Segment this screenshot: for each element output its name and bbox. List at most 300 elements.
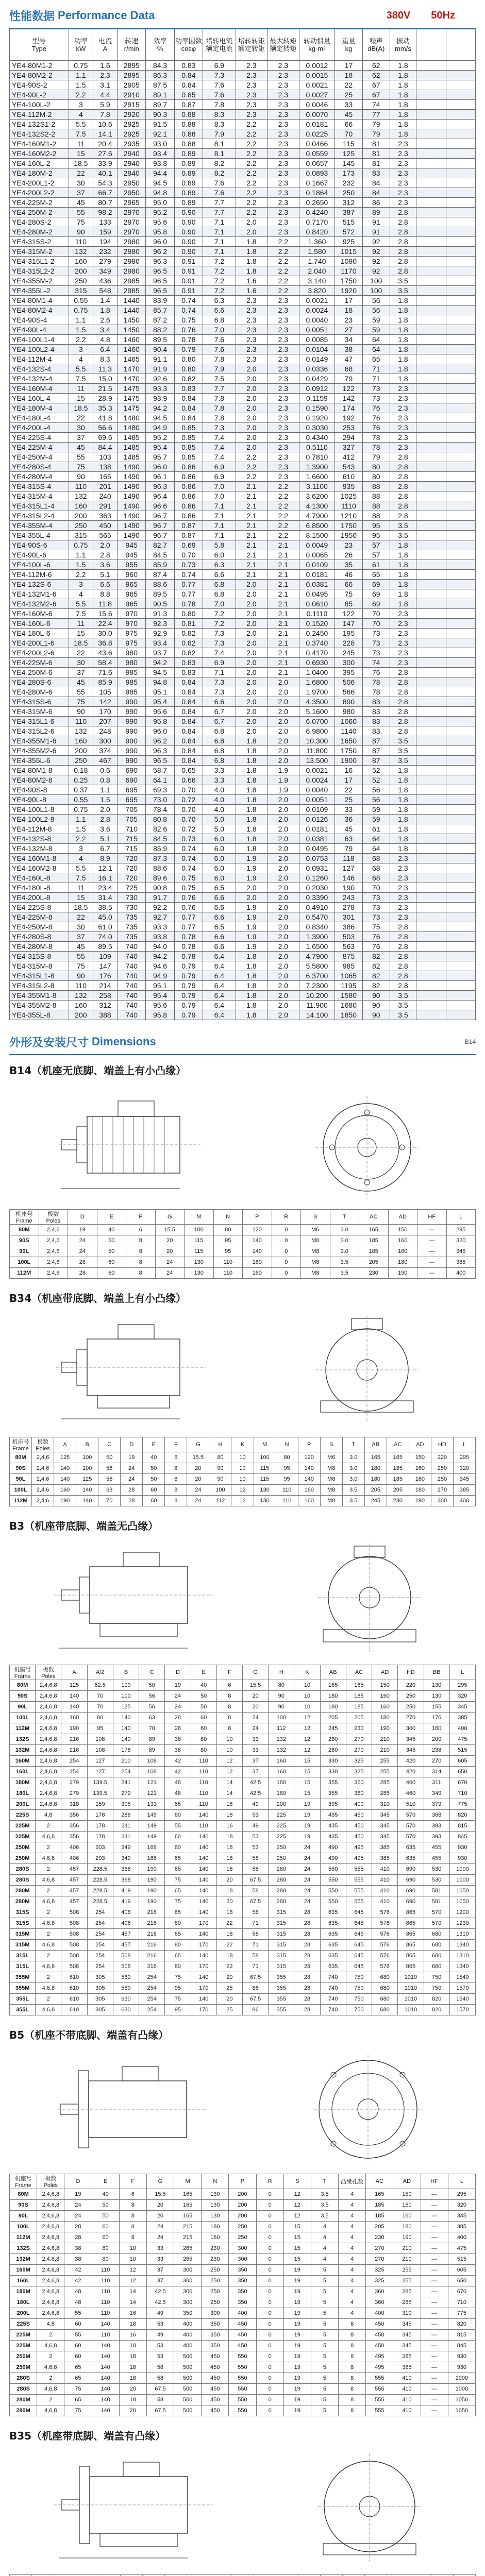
performance-cell: 0.0495: [299, 844, 335, 854]
b5-dimension-header-cell: E: [92, 2174, 119, 2189]
b3-dimension-cell: 67.5: [242, 1972, 268, 1983]
b5-dimension-cell: 8: [339, 2384, 366, 2395]
performance-cell: YE4-355M2-8: [10, 1001, 69, 1010]
performance-row: [10, 403, 476, 413]
performance-cell: 2.0: [236, 893, 267, 903]
performance-cell: 2.3: [390, 433, 416, 443]
b5-dimension-cell: 5: [311, 2286, 338, 2297]
b5-dimension-row: [10, 2265, 476, 2276]
b14-dimension-cell: 24: [155, 1268, 185, 1279]
performance-cell: YE4-225S-4: [10, 433, 69, 443]
performance-cell: 1.8: [390, 90, 416, 100]
b5-dimension-cell: 0: [256, 2276, 283, 2286]
performance-cell: 0.75: [69, 540, 93, 550]
performance-cell: 7.7: [203, 198, 236, 208]
b3-dimension-cell: 80: [165, 1961, 191, 1972]
performance-cell: 565: [93, 531, 117, 540]
b3-dimension-cell: 140: [191, 1951, 216, 1961]
performance-cell: YE4-132S1-2: [10, 120, 69, 129]
performance-cell: [416, 697, 446, 707]
b3-dimension-cell: 225: [269, 1810, 294, 1821]
b3-dimension-cell: 80: [165, 1918, 191, 1929]
performance-cell: 71.6: [93, 668, 117, 677]
performance-cell: 4: [69, 854, 93, 863]
performance-cell: 64: [362, 345, 390, 354]
b3-dimension-cell: 1000: [449, 1864, 475, 1875]
b3-dimension-cell: 635: [398, 1842, 424, 1853]
performance-cell: YE4-315L1-8: [10, 971, 69, 981]
b5-dimension-cell: 4: [339, 2308, 366, 2319]
performance-row: [10, 80, 476, 90]
b14-dimension-cell: 8: [126, 1235, 156, 1246]
b5-dimension-cell: 400: [229, 2308, 256, 2319]
performance-cell: 95.6: [146, 707, 174, 717]
b3-dimension-cell: 139.5: [87, 1777, 113, 1788]
performance-cell: 4: [69, 589, 93, 599]
b3-dimension-cell: 80: [269, 1680, 294, 1691]
performance-cell: YE4-315L2-4: [10, 511, 69, 521]
b5-dimension-cell: 250: [202, 2276, 229, 2286]
performance-cell: 315: [69, 531, 93, 540]
b3-dimension-cell: 16: [216, 1799, 242, 1810]
b3-dimension-cell: 6: [216, 1680, 242, 1691]
performance-cell: 1.8: [236, 834, 267, 844]
performance-cell: 160: [69, 1001, 93, 1010]
b3-dimension-cell: 4,6,8: [36, 1853, 61, 1864]
b3-dimension-cell: 20: [216, 1994, 242, 2005]
b5-dimension-cell: 16: [119, 2330, 146, 2341]
performance-cell: 0.73: [174, 560, 203, 570]
b3-dimension-cell: 2,4,6,8: [36, 1799, 61, 1810]
performance-cell: 1.8: [390, 766, 416, 775]
performance-cell: 95: [362, 521, 390, 531]
performance-cell: 0.77: [174, 580, 203, 589]
b34-dimension-cell: 185: [387, 1463, 409, 1474]
b3-dimension-cell: 185: [346, 1702, 372, 1713]
performance-cell: 2.8: [390, 452, 416, 462]
performance-cell: 78: [362, 433, 390, 443]
performance-cell: 57: [362, 540, 390, 550]
performance-header-cell: 转动惯量 kg·m²: [299, 29, 335, 61]
performance-cell: 1.8: [390, 570, 416, 580]
b14-dimension-cell: M8: [301, 1268, 330, 1279]
performance-cell: 515: [335, 217, 362, 227]
b3-dimension-cell: 630: [113, 2005, 139, 2015]
b3-dimension-cell: 2,4,6,8: [36, 1713, 61, 1723]
b34-dimension-cell: 2,4,6: [32, 1496, 54, 1506]
performance-cell: 0.84: [174, 746, 203, 756]
performance-cell: 160: [69, 257, 93, 266]
performance-cell: 56.6: [93, 423, 117, 433]
performance-cell: 7.6: [203, 345, 236, 354]
performance-cell: 2895: [118, 61, 146, 71]
b3-dimension-cell: 1010: [398, 1983, 424, 1994]
performance-cell: 75: [69, 462, 93, 472]
performance-cell: 96.4: [146, 492, 174, 501]
performance-cell: 294: [335, 433, 362, 443]
performance-cell: 2.0: [267, 815, 299, 824]
performance-cell: 990: [118, 717, 146, 726]
performance-cell: 5.1: [93, 834, 117, 844]
performance-cell: 146: [335, 873, 362, 883]
performance-cell: 110: [69, 717, 93, 726]
b3-dimension-cell: 127: [87, 1756, 113, 1767]
performance-cell: 66: [335, 120, 362, 129]
performance-cell: 2.0: [267, 971, 299, 981]
b3-dimension-cell: 815: [449, 1821, 475, 1832]
b14-dimension-cell: 50: [97, 1246, 126, 1257]
performance-cell: 2.0: [236, 648, 267, 658]
performance-cell: YE4-355L-8: [10, 1010, 69, 1020]
performance-cell: 45: [335, 824, 362, 834]
performance-cell: 2.0: [236, 384, 267, 394]
performance-cell: 1065: [335, 971, 362, 981]
performance-cell: [446, 1010, 476, 1020]
performance-cell: 2.8: [390, 266, 416, 276]
performance-row: [10, 795, 476, 805]
b5-dimension-cell: 555: [366, 2373, 393, 2384]
b3-dimension-cell: 89: [139, 1734, 165, 1745]
b3-dimension-cell: 610: [61, 1983, 87, 1994]
b3-dimension-cell: 355: [269, 1983, 294, 1994]
performance-cell: 125: [335, 149, 362, 159]
b5-dimension-cell: 16: [119, 2308, 146, 2319]
performance-cell: 11.800: [299, 746, 335, 756]
performance-cell: 89: [362, 208, 390, 217]
performance-row: [10, 589, 476, 599]
b3-dimension-cell: 10: [294, 1702, 320, 1713]
performance-cell: 1.8: [236, 991, 267, 1001]
b3-dimension-cell: 435: [320, 1810, 346, 1821]
performance-cell: 73: [362, 384, 390, 394]
b3-dimension-cell: 33: [242, 1734, 268, 1745]
b5-dimension-cell: 42: [64, 2265, 92, 2276]
performance-cell: 7.0: [203, 325, 236, 335]
performance-cell: 55: [69, 452, 93, 462]
performance-cell: 2.2: [236, 452, 267, 462]
performance-cell: 7.2: [203, 619, 236, 629]
b34-dimension-cell: 160: [298, 1496, 320, 1506]
performance-cell: [446, 276, 476, 286]
performance-cell: 84: [362, 178, 390, 188]
b3-dimension-cell: 75: [165, 1896, 191, 1907]
performance-cell: 95.4: [146, 443, 174, 452]
performance-cell: 6.0: [203, 873, 236, 883]
b3-dimension-cell: 180: [372, 1713, 398, 1723]
performance-row: [10, 208, 476, 217]
b3-dimension-cell: 254: [87, 1961, 113, 1972]
b14-dimension-cell: 115: [185, 1246, 214, 1257]
performance-cell: 2.3: [390, 188, 416, 198]
performance-cell: 147: [93, 961, 117, 971]
performance-cell: 5.5: [69, 120, 93, 129]
performance-cell: 7.8: [203, 354, 236, 364]
performance-cell: 2.3: [236, 90, 267, 100]
performance-cell: YE4-100L1-4: [10, 335, 69, 345]
performance-cell: 73: [362, 629, 390, 638]
b5-dimension-cell: 495: [366, 2351, 393, 2362]
b3-dimension-cell: 356: [61, 1821, 87, 1832]
performance-cell: 110: [69, 237, 93, 247]
performance-cell: 2.3: [390, 903, 416, 912]
b3-dimension-cell: 140: [113, 1723, 139, 1734]
performance-cell: [416, 540, 446, 550]
b5-dimension-cell: 605: [448, 2265, 475, 2276]
performance-cell: 2925: [118, 120, 146, 129]
performance-cell: 0.84: [174, 413, 203, 423]
performance-cell: 1.8: [93, 306, 117, 315]
performance-cell: [446, 159, 476, 168]
b5-dimension-cell: 0: [256, 2254, 283, 2265]
performance-cell: 92.2: [146, 903, 174, 912]
performance-cell: [416, 746, 446, 756]
performance-cell: 59: [362, 315, 390, 325]
b3-dimension-cell: 1540: [449, 1994, 475, 2005]
performance-cell: [446, 188, 476, 198]
performance-cell: [416, 952, 446, 961]
b34-dimension-cell: 20: [187, 1463, 209, 1474]
performance-cell: 2.1: [236, 540, 267, 550]
b3-dimension-cell: 865: [398, 1961, 424, 1972]
b3-dimension-cell: 254: [139, 1972, 165, 1983]
performance-cell: [446, 452, 476, 462]
b3-dimension-cell: 58: [242, 1929, 268, 1940]
performance-cell: 68: [362, 854, 390, 863]
performance-cell: 0.74: [174, 570, 203, 580]
performance-cell: 96.0: [146, 237, 174, 247]
b5-dimension-cell: 15: [283, 2254, 311, 2265]
performance-cell: 312: [93, 1001, 117, 1010]
performance-cell: 2.3: [267, 168, 299, 178]
performance-cell: 740: [118, 991, 146, 1001]
performance-cell: 0.8: [93, 775, 117, 785]
performance-cell: 94.8: [146, 677, 174, 687]
b3-dimension-cell: 125: [113, 1702, 139, 1713]
b34-dimension-header-cell: 极数 Poles: [32, 1437, 54, 1452]
performance-cell: 735: [118, 922, 146, 932]
performance-cell: 1490: [118, 521, 146, 531]
performance-cell: 2940: [118, 168, 146, 178]
b5-dimension-header-cell: G: [146, 2174, 174, 2189]
b5-dimension-cell: 450: [202, 2405, 229, 2416]
b5-dimension-cell: 345: [393, 2330, 421, 2341]
b3-dimension-cell: 279: [113, 1788, 139, 1799]
performance-cell: 0.55: [69, 296, 93, 306]
performance-cell: 0.85: [174, 90, 203, 100]
performance-cell: 4.4: [93, 90, 117, 100]
performance-row: [10, 932, 476, 942]
performance-cell: 61: [362, 824, 390, 834]
b3-dimension-cell: 635: [320, 1951, 346, 1961]
performance-cell: 6.4: [203, 981, 236, 991]
b14-dimension-row: [10, 1257, 476, 1268]
performance-cell: 6.9: [203, 472, 236, 482]
performance-cell: 2.1: [236, 511, 267, 521]
b3-dimension-cell: 28: [294, 2005, 320, 2015]
performance-cell: 127: [335, 863, 362, 873]
performance-cell: 15.0: [93, 374, 117, 384]
performance-cell: 94.0: [146, 942, 174, 952]
performance-cell: 96.7: [146, 521, 174, 531]
b14-dimension-cell: 20: [155, 1246, 185, 1257]
performance-cell: 45: [69, 443, 93, 452]
performance-cell: 0.79: [174, 345, 203, 354]
b3-dimension-cell: 38: [165, 1745, 191, 1756]
b3-dimension-cell: 28: [294, 1961, 320, 1972]
performance-cell: 200: [69, 746, 93, 756]
performance-cell: 715: [118, 844, 146, 854]
b5-dimension-cell: 650: [448, 2276, 475, 2286]
performance-cell: 0.76: [174, 893, 203, 903]
performance-cell: 690: [118, 775, 146, 785]
b5-dimension-row: [10, 2222, 476, 2232]
b14-dimension-header-cell: G: [155, 1210, 185, 1225]
b5-dimension-cell: 4: [311, 2243, 338, 2254]
b3-dimension-cell: 254: [139, 2005, 165, 2015]
b3-dimension-cell: 279: [61, 1777, 87, 1788]
performance-cell: 170: [93, 707, 117, 717]
performance-cell: 214: [93, 981, 117, 991]
b3-dimension-cell: 530: [424, 1875, 449, 1886]
performance-cell: 85: [335, 599, 362, 609]
b34-dimension-cell: 28: [121, 1496, 143, 1506]
b3-dimension-cell: 56: [139, 1702, 165, 1713]
b3-dimension-cell: 24: [165, 1702, 191, 1713]
performance-row: [10, 609, 476, 619]
performance-cell: 74.0: [93, 932, 117, 942]
performance-cell: 88.6: [146, 863, 174, 873]
b5-dimension-row: [10, 2211, 476, 2222]
b14-dimension-cell: 19: [68, 1225, 97, 1235]
b34-dimension-cell: 230: [387, 1496, 409, 1506]
performance-cell: 1.6: [236, 276, 267, 286]
performance-cell: 78: [362, 443, 390, 452]
performance-row: [10, 726, 476, 736]
performance-cell: 1490: [118, 492, 146, 501]
b3-dimension-cell: 216: [61, 1734, 87, 1745]
performance-cell: 90: [69, 472, 93, 482]
performance-cell: [446, 560, 476, 570]
b3-dimension-cell: 576: [372, 1940, 398, 1951]
performance-cell: 95.0: [146, 198, 174, 208]
performance-cell: 2.3: [267, 159, 299, 168]
performance-cell: 22.4: [93, 619, 117, 629]
b3-dimension-cell: 576: [372, 1929, 398, 1940]
performance-row: [10, 296, 476, 306]
performance-cell: 46: [335, 570, 362, 580]
performance-cell: 2.3: [267, 217, 299, 227]
b34-dimension-cell: 100: [209, 1485, 231, 1496]
performance-cell: [416, 511, 446, 521]
performance-cell: 3.3: [203, 766, 236, 775]
b5-dimension-cell: 6: [119, 2189, 146, 2200]
performance-cell: 1.8: [390, 315, 416, 325]
b3-dimension-cell: 690: [398, 1864, 424, 1875]
performance-cell: 89.1: [146, 90, 174, 100]
b34-dimension-row: [10, 1452, 476, 1463]
performance-cell: 0.78: [174, 942, 203, 952]
b34-dimension-table: [9, 1437, 476, 1506]
performance-cell: 1490: [118, 531, 146, 540]
b5-dimension-cell: 2,4,6,8: [37, 2297, 64, 2308]
performance-cell: 3.4: [93, 325, 117, 335]
b5-dimension-row: [10, 2341, 476, 2351]
b3-dimension-cell: 315S: [10, 1907, 36, 1918]
performance-cell: 935: [335, 482, 362, 492]
performance-header-cell: 最大转矩 额定转矩: [267, 29, 299, 61]
b3-dimension-cell: 254: [113, 1767, 139, 1777]
performance-cell: 228: [335, 638, 362, 648]
b3-dimension-cell: 457: [61, 1896, 87, 1907]
performance-cell: [416, 560, 446, 570]
performance-cell: [416, 883, 446, 893]
b34-dimension-cell: 185: [387, 1474, 409, 1485]
performance-cell: 2.8: [390, 942, 416, 952]
performance-cell: 970: [118, 609, 146, 619]
performance-cell: 363: [93, 511, 117, 521]
b3-dimension-cell: 168: [139, 1853, 165, 1864]
performance-cell: [416, 325, 446, 335]
b3-dimension-cell: 20: [216, 1972, 242, 1983]
b3-dimension-cell: 65: [165, 1907, 191, 1918]
performance-cell: [416, 824, 446, 834]
b5-dimension-cell: 350: [202, 2330, 229, 2341]
b5-dimension-cell: 5: [311, 2405, 338, 2416]
b5-dimension-cell: 350: [202, 2319, 229, 2330]
b34-dimension-header-cell: AB: [364, 1437, 387, 1452]
performance-cell: 2950: [118, 178, 146, 188]
performance-cell: 73: [362, 648, 390, 658]
b3-dimension-cell: 19: [294, 1832, 320, 1842]
performance-cell: 1.9: [236, 932, 267, 942]
b5-dimension-cell: 67.5: [146, 2405, 174, 2416]
performance-cell: 94.2: [146, 658, 174, 668]
b5-dimension-cell: 50: [92, 2211, 119, 2222]
b3-end-view-drawing: [303, 1541, 437, 1659]
performance-cell: 7.3: [203, 638, 236, 648]
performance-cell: 6.6: [203, 912, 236, 922]
performance-row: [10, 90, 476, 100]
b3-dimension-cell: 315: [269, 1907, 294, 1918]
b14-dimension-row: [10, 1246, 476, 1257]
b3-dimension-row: [10, 1821, 476, 1832]
performance-cell: 0.3740: [299, 638, 335, 648]
performance-header-cell: 堵转电流 额定电流: [203, 29, 236, 61]
performance-cell: 6.8: [203, 315, 236, 325]
b5-dimension-row: [10, 2362, 476, 2373]
performance-cell: [446, 257, 476, 266]
performance-cell: 56: [362, 785, 390, 795]
b5-dimension-cell: 19: [283, 2384, 311, 2395]
performance-cell: 2.3: [267, 90, 299, 100]
performance-cell: 83: [362, 726, 390, 736]
performance-cell: 2.3: [267, 345, 299, 354]
performance-cell: 0.0051: [299, 795, 335, 805]
performance-cell: 95.1: [146, 687, 174, 697]
performance-row: [10, 785, 476, 795]
performance-cell: [416, 971, 446, 981]
performance-cell: [446, 168, 476, 178]
performance-cell: 30: [69, 658, 93, 668]
b3-dimension-cell: 680: [372, 1972, 398, 1983]
b5-dimension-cell: 14: [119, 2286, 146, 2297]
b34-dimension-cell: 140: [76, 1485, 98, 1496]
performance-row: [10, 159, 476, 168]
b3-dimension-row: [10, 1832, 476, 1842]
b3-dimension-header-cell: AD: [372, 1665, 398, 1680]
performance-cell: 8.1500: [299, 531, 335, 540]
b3-dimension-row: [10, 1875, 476, 1886]
